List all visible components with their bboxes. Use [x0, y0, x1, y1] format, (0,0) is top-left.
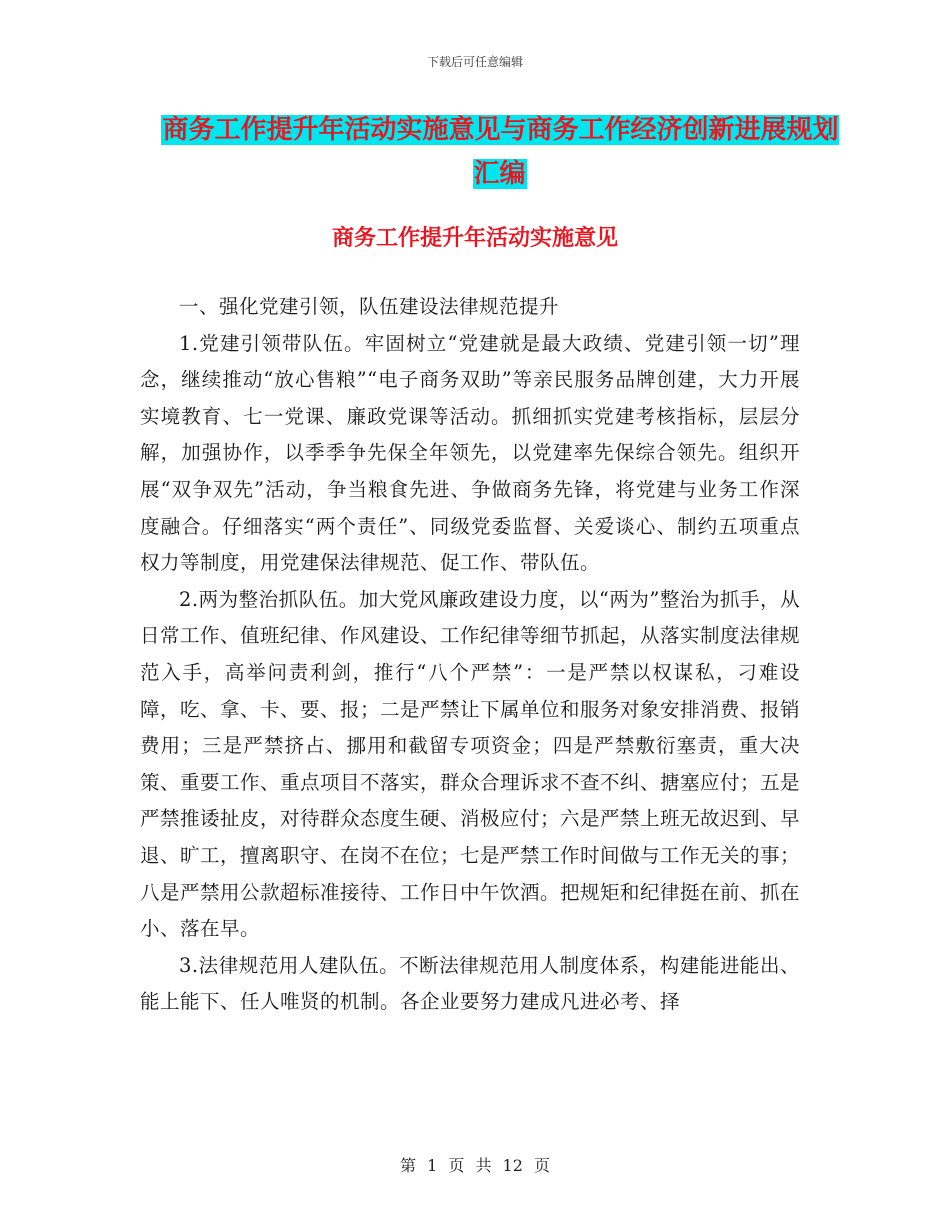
paragraph: 2.两为整治抓队伍。加大党风廉政建设力度，以“两为”整治为抓手，从日常工作、值班纪律、作风建设、工作纪律等细节抓起，从落实制度法律规范入手，高举问责利剑，推行“八个严禁”：一是严禁以权谋私，刁难设障，吃、拿、卡、要、报；二是严禁让下属单位和服务对象安排消费、报销费用；三是严禁挤占、挪用和截留专项资金；四是严禁敷衍塞责，重大决策、重要工作、重点项目不落实，群众合理诉求不查不纠、搪塞应付；五是严禁推诿扯皮，对待群众态度生硬、消极应付；六是严禁上班无故迟到、早退、旷工，擅离职守、在岗不在位；七是严禁工作时间做与工作无关的事；八是严禁用公款超标准接待、工作日中午饮酒。把规矩和纪律挺在前、抓在小、落在早。 — [140, 587, 801, 941]
paragraph-heading: 一、强化党建引领，队伍建设法律规范提升 — [179, 295, 560, 318]
document-title-text: 商务工作提升年活动实施意见与商务工作经济创新进展规划汇编 — [162, 115, 839, 189]
document-title — [150, 108, 850, 196]
paragraph: 1.党建引领带队伍。牢固树立“党建就是最大政绩、党建引领一切”理念，继续推动“放心售粮”“电子商务双助”等亲民服务品牌创建，大力开展实境教育、七一党课、廉政党课等活动。抓细抓实党建考核指标，层层分解，加强协作，以季季争先保全年领先，以党建率先保综合领先。组织开展“双争双先”活动，争当粮食先进、争做商务先锋，将党建与业务工作深度融合。仔细落实“两个责任”、同级党委监督、关爱谈心、制约五项重点权力等制度，用党建保法律规范、促工作、带队伍。 — [140, 331, 800, 575]
section-title: 商务工作提升年活动实施意见 — [331, 226, 618, 251]
header-note: 下载后可任意编辑 — [426, 55, 523, 69]
page-footer: 第 1 页 共 12 页 — [400, 1156, 550, 1175]
body-text — [140, 289, 800, 1021]
paragraph: 3.法律规范用人建队伍。不断法律规范用人制度体系，构建能进能出、能上能下、任人唯贤的机制。各企业要努力建成凡进必考、择 — [140, 953, 800, 1014]
